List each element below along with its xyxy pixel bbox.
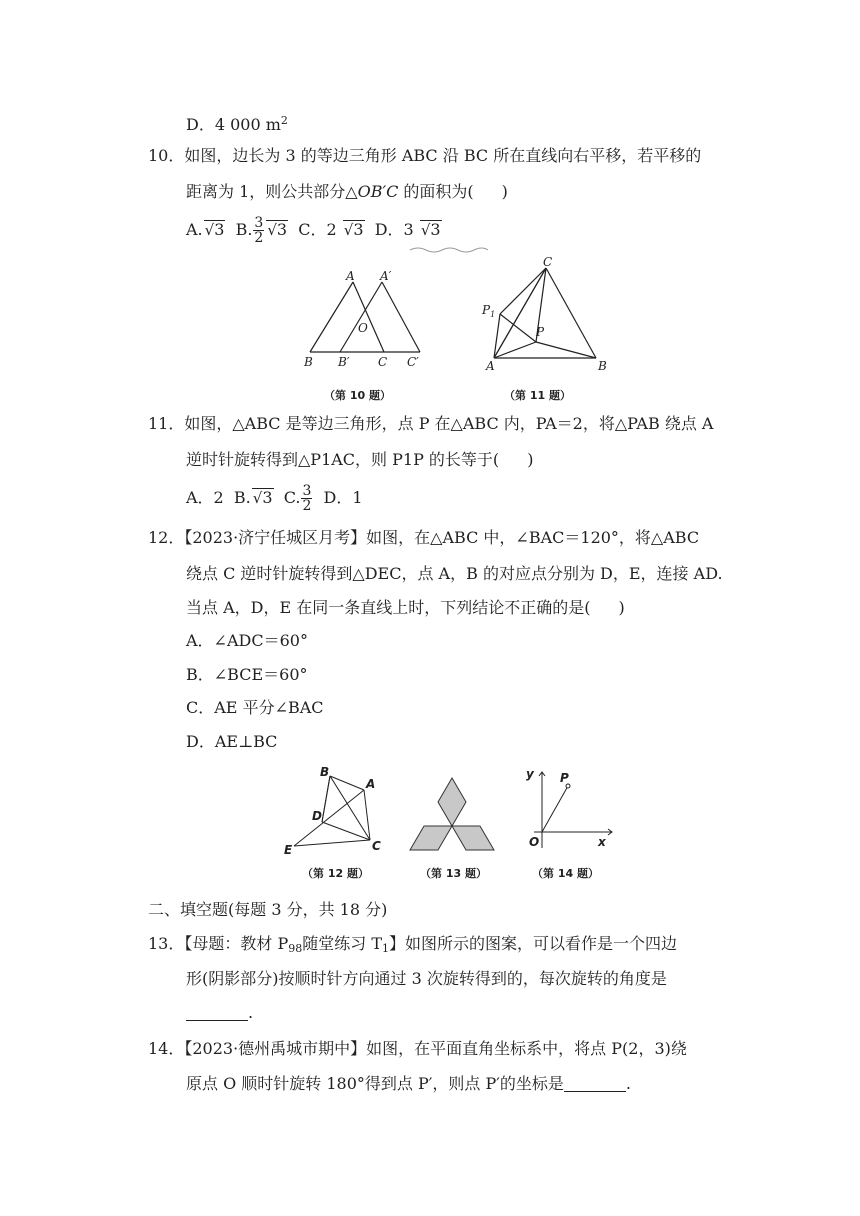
fig10-label-a: A: [346, 269, 355, 283]
fig10-label-b-prime: B′: [338, 355, 350, 369]
q10-option-a-radicand: 3: [214, 220, 225, 239]
q13-subscript-2: 1: [382, 942, 389, 955]
q11-option-a: A．2: [186, 488, 224, 507]
q9-option-d: [186, 110, 288, 136]
fig10-label-b: B: [304, 355, 313, 369]
q12-line2: [186, 563, 723, 585]
fig14-label-y: y: [526, 767, 534, 781]
q14-number: 14．: [148, 1039, 185, 1058]
q11-options: A．2 B. √3 C. $\frac{3}{2}$ D．1: [186, 483, 363, 514]
figure-14: [520, 764, 616, 884]
wavy-underline: [408, 244, 490, 256]
q14-text-1: 【2023·德州禹城市期中】如图，在平面直角坐标系中，将点 P(2，3)绕: [184, 1039, 687, 1058]
q12-number: 12．: [148, 528, 185, 547]
q12-line3: [186, 597, 625, 619]
q14-line1: [148, 1038, 687, 1060]
fig12-caption: （第 12 题）: [302, 867, 369, 880]
q10-line1: [148, 145, 701, 167]
q10-option-d: D．3: [374, 220, 414, 239]
fig11-caption: （第 11 题）: [504, 389, 571, 402]
fig11-label-c: C: [543, 256, 553, 269]
q13-text-1a: 【母题：教材 P: [184, 934, 289, 953]
q12-text-3-end: ): [618, 598, 625, 617]
q14-text-2: 原点 O 顺时针旋转 180°得到点 P′，则点 P′的坐标是: [186, 1074, 564, 1093]
fig12-label-c: C: [372, 839, 381, 853]
q10-text-2b: OB′C: [357, 182, 399, 201]
fig10-label-a-prime: A′: [380, 269, 392, 283]
q12-option-a: A．∠ADC＝60°: [186, 631, 308, 650]
fig12-label-d: D: [312, 809, 322, 823]
q14-answer-blank[interactable]: [564, 1075, 626, 1092]
fig10-caption: （第 10 题）: [324, 389, 391, 402]
q14-text-2-end: .: [625, 1074, 631, 1093]
fig13-right-rhombus: [452, 826, 494, 850]
q10-number: 10．: [148, 146, 185, 165]
q10-text-2d: ): [501, 182, 508, 201]
section-2-title: 二、填空题(每题 3 分，共 18 分): [148, 900, 388, 919]
q11-option-c-fraction: $\frac{3}{2}$: [302, 483, 312, 514]
q13-line2: 形(阴影部分)按顺时针方向通过 3 次旋转得到的，每次旋转的角度是: [186, 969, 667, 988]
fig10-label-o: O: [358, 321, 368, 335]
fig14-label-o: O: [529, 835, 540, 849]
q11-text-1: 如图，△ABC 是等边三角形，点 P 在△ABC 内，PA＝2，将△PAB 绕点 A: [184, 414, 714, 433]
q11-line1: [148, 413, 713, 435]
q10-text-1: 如图，边长为 3 的等边三角形 ABC 沿 BC 所在直线向右平移，若平移的: [184, 146, 702, 165]
q10-option-a: A.: [186, 220, 203, 239]
q13-text-1b: 随堂练习 T: [302, 934, 382, 953]
q12-option-d: D．AE⊥BC: [186, 732, 278, 751]
q10-text-2a: 距离为 1，则公共部分△: [186, 182, 358, 201]
figure-10: [296, 268, 436, 406]
q10-text-2c: 的面积为(: [398, 182, 474, 201]
q11-line2: [186, 449, 533, 471]
fig12-label-a: A: [366, 777, 376, 791]
q11-option-b: B.: [233, 488, 251, 507]
q12-option-b: B．∠BCE＝60°: [186, 665, 308, 684]
q10-line2: [186, 181, 508, 203]
fig11-label-p: P: [536, 325, 545, 339]
q12-option-c: C．AE 平分∠BAC: [186, 698, 324, 717]
q9-option-d-text: D．4 000 m: [186, 115, 281, 134]
q10-option-c: C．2: [298, 220, 337, 239]
fig12-label-e: E: [284, 843, 293, 857]
fig13-left-rhombus: [410, 826, 452, 850]
q10-option-b: B.: [235, 220, 253, 239]
fig10-label-c: C: [378, 355, 388, 369]
fig11-label-a: A: [486, 359, 495, 373]
fig14-caption: （第 14 题）: [532, 867, 599, 880]
q10-options: A. √3 B. $\frac{3}{2}$ √3 C．2 √3 D．3 √3: [186, 215, 441, 246]
figure-11: [476, 256, 626, 406]
q9-option-d-sup: 2: [280, 114, 288, 127]
q13-answer-blank[interactable]: [186, 1004, 248, 1021]
fig11-label-p1: $P_1$: [482, 303, 496, 319]
q12-text-3: 当点 A，D，E 在同一条直线上时，下列结论不正确的是(: [186, 598, 591, 617]
fig11-label-b: B: [598, 359, 607, 373]
q14-line2: [186, 1073, 631, 1095]
fig13-caption: （第 13 题）: [420, 867, 487, 880]
q13-line1: [148, 933, 677, 960]
q12-text-1: 【2023·济宁任城区月考】如图，在△ABC 中，∠BAC＝120°，将△ABC: [184, 528, 700, 547]
q11-option-c: C.: [283, 488, 301, 507]
q12-line1: [148, 527, 699, 549]
q13-line3: [186, 1002, 253, 1024]
q11-number: 11．: [148, 414, 185, 433]
q13-number: 13．: [148, 934, 185, 953]
figure-13: [406, 776, 502, 884]
q12-text-2: 绕点 C 逆时针旋转得到△DEC，点 A，B 的对应点分别为 D，E，连接 AD.: [186, 564, 723, 583]
fig10-label-c-prime: C′: [407, 355, 419, 369]
q10-option-b-fraction: $\frac{3}{2}$: [254, 215, 264, 246]
q11-option-d: D．1: [323, 488, 363, 507]
q11-text-2-end: ): [527, 450, 534, 469]
q13-text-1c: 】如图所示的图案，可以看作是一个四边: [389, 934, 678, 953]
fig13-top-rhombus: [438, 778, 466, 826]
figure-12: [282, 764, 388, 884]
fig12-label-b: B: [320, 765, 330, 779]
q13-text-3-end: .: [248, 1003, 254, 1022]
fig14-label-p: P: [560, 771, 569, 785]
q11-text-2: 逆时针旋转得到△P1AC，则 P1P 的长等于(: [186, 450, 500, 469]
fig14-label-x: x: [598, 835, 606, 849]
q13-subscript-1: 98: [288, 942, 303, 955]
